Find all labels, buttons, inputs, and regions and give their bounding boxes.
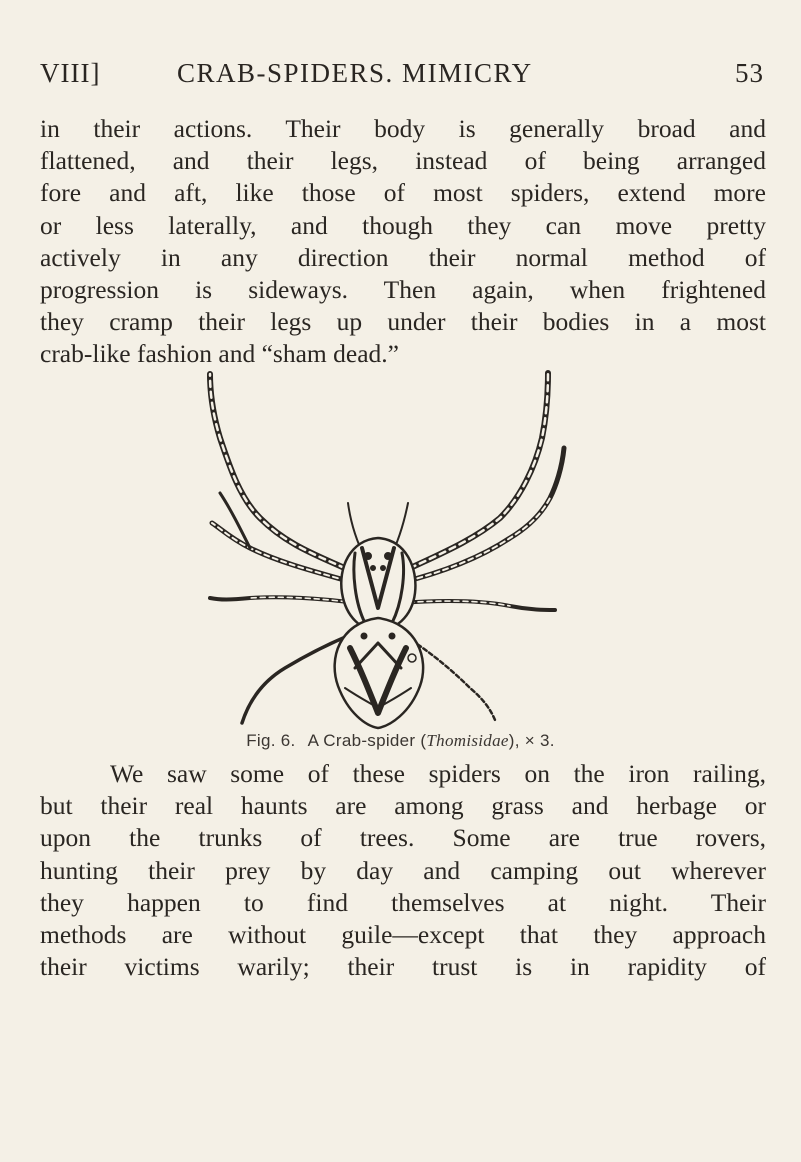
text-line: in their actions. Their body is generally broad and — [40, 114, 766, 143]
text-line: fore and aft, like those of most spiders, extend more — [40, 178, 766, 208]
page-header — [40, 58, 764, 98]
caption-text: A Crab-spider ( — [307, 731, 427, 750]
text-line: progression is sideways. Then again, when frightened — [40, 275, 766, 305]
text-line: We saw some of these spiders on the iron railing, — [110, 759, 766, 788]
paragraph-2 — [40, 758, 766, 983]
text-line: hunting their prey by day and camping out wherever — [40, 855, 766, 885]
chapter-number: VIII] — [40, 58, 101, 88]
text-line: crab-like fashion and “sham dead.” — [40, 339, 399, 369]
caption-taxon: Thomisidae — [426, 731, 509, 750]
text-line: their victims warily; their trust is in rapidity of — [40, 952, 766, 982]
running-title: CRAB-SPIDERS. MIMICRY — [177, 58, 533, 88]
text-line: upon the trunks of trees. Some are true rovers, — [40, 823, 766, 853]
text-line: actively in any direction their normal method of — [40, 242, 766, 272]
text-line: they happen to find themselves at night. Their — [40, 887, 766, 917]
text-line: flattened, and their legs, instead of being arranged — [40, 146, 766, 176]
text-line: or less laterally, and though they can move pretty — [40, 210, 766, 240]
figure-caption — [0, 731, 801, 751]
paragraph-1 — [40, 113, 766, 371]
text-line: methods are without guile—except that they approach — [40, 920, 766, 950]
caption-label: Fig. 6. — [246, 731, 296, 750]
page-number: 53 — [735, 58, 764, 88]
text-line: but their real haunts are among grass and herbage or — [40, 791, 766, 821]
crab-spider-icon — [150, 368, 600, 733]
text-line: they cramp their legs up under their bodies in a most — [40, 307, 766, 337]
caption-suffix: ), × 3. — [508, 731, 555, 750]
crab-spider-figure — [150, 368, 600, 733]
